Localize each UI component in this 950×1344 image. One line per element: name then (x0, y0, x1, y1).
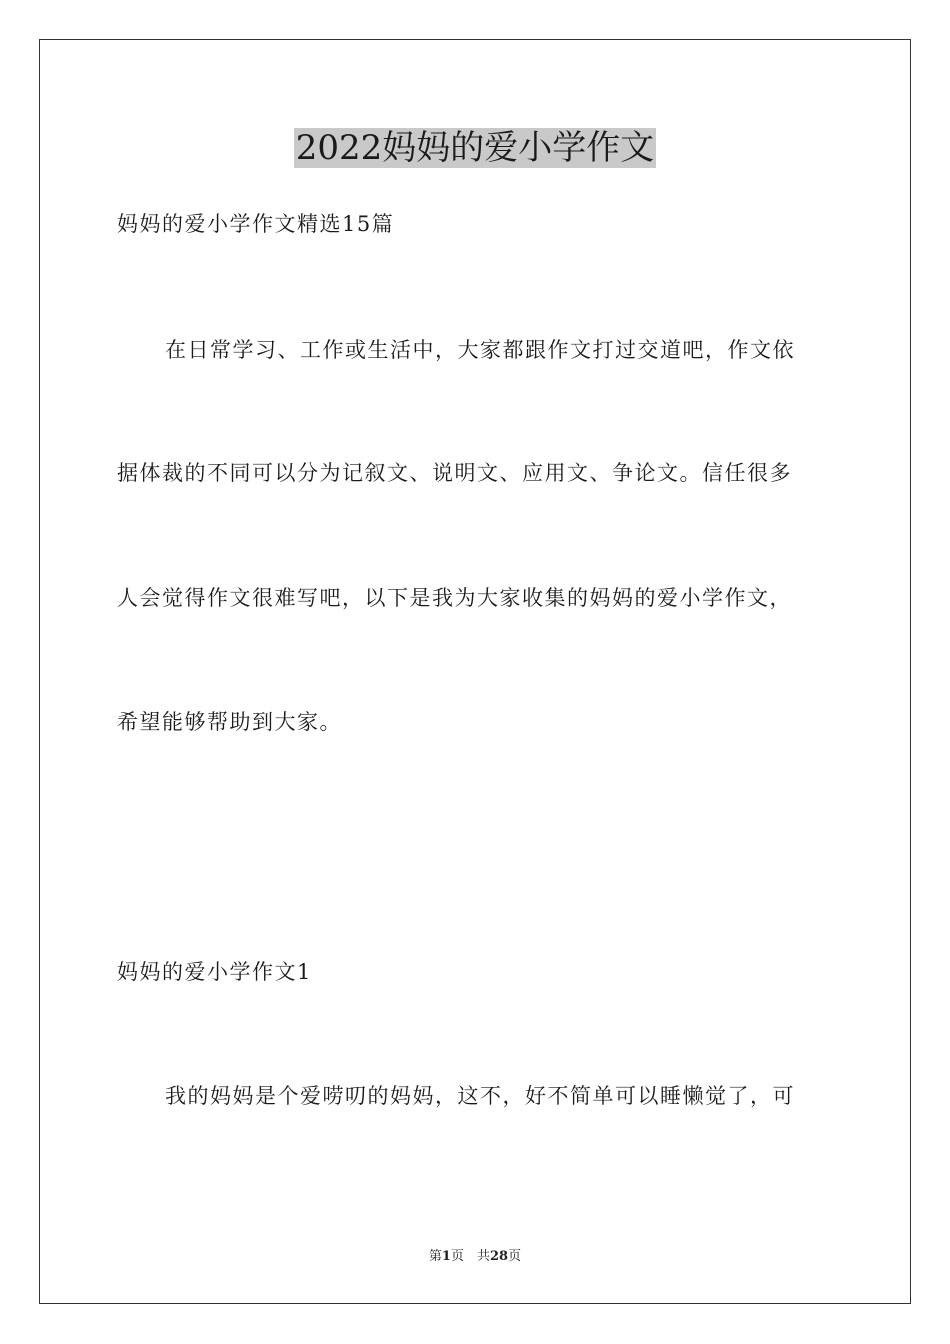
document-subtitle: 妈妈的爱小学作文精选15篇 (117, 212, 395, 236)
footer-mid: 页 共 (450, 1249, 490, 1264)
title-container (0, 128, 950, 168)
footer-prefix: 第 (428, 1249, 442, 1264)
intro-line-2: 据体裁的不同可以分为记叙文、说明文、应用文、争论文。信任很多 (117, 461, 792, 485)
intro-line-4: 希望能够帮助到大家。 (117, 710, 342, 734)
section-heading: 妈妈的爱小学作文1 (117, 960, 312, 984)
section-line-1: 我的妈妈是个爱唠叨的妈妈，这不，好不简单可以睡懒觉了，可 (165, 1084, 795, 1108)
intro-line-1: 在日常学习、工作或生活中，大家都跟作文打过交道吧，作文依 (165, 338, 795, 362)
page-footer (0, 1248, 950, 1266)
footer-suffix: 页 (508, 1249, 522, 1264)
footer-page-total: 28 (489, 1249, 509, 1264)
document-title: 2022妈妈的爱小学作文 (295, 128, 655, 168)
footer-page-current: 1 (441, 1249, 451, 1264)
intro-line-3: 人会觉得作文很难写吧，以下是我为大家收集的妈妈的爱小学作文， (117, 586, 792, 610)
